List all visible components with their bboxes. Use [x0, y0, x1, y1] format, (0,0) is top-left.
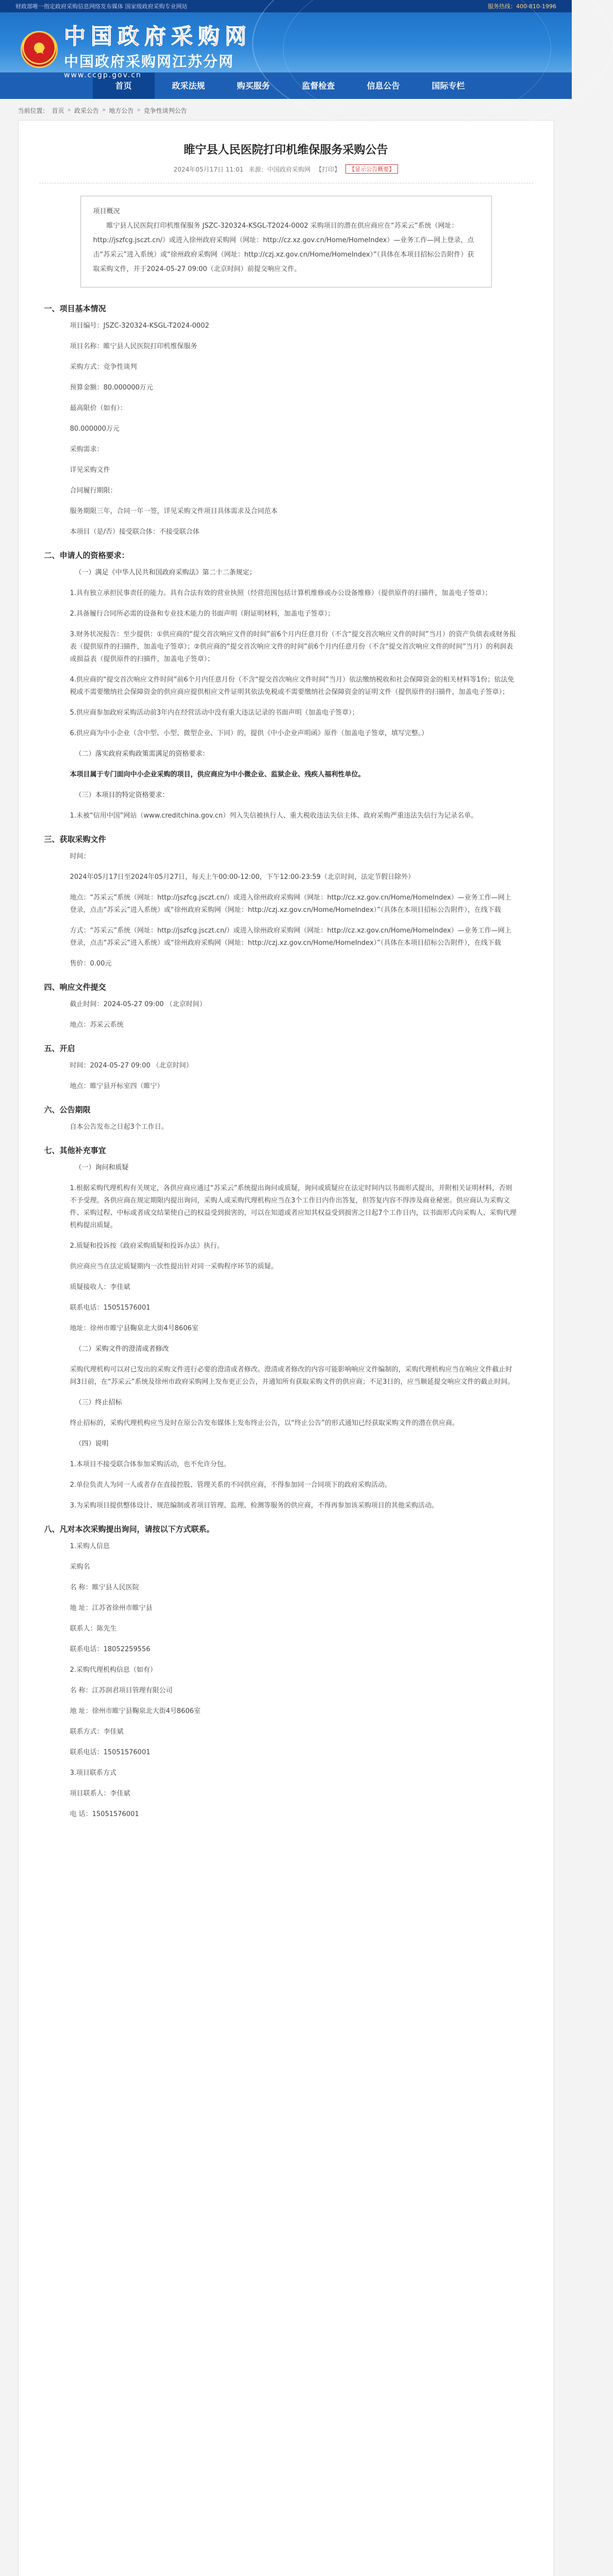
section-line: 采购方式：竞争性谈判: [70, 363, 137, 371]
nav-notices[interactable]: 信息公告: [367, 81, 400, 91]
notice-section: [39, 303, 533, 538]
section-line: 2024年05月17日至2024年05月27日，每天上午00:00-12:00，下午12:00-23:59（北京时间，法定节假日除外）: [70, 873, 415, 881]
logo-subtitle: 中国政府采购网江苏分网: [64, 53, 235, 70]
notice-section: [39, 1523, 533, 1821]
nav-supervision[interactable]: 监督检查: [302, 81, 335, 91]
show-summary-button[interactable]: 【显示公告概要】: [345, 164, 398, 174]
article-container: [18, 120, 554, 2576]
section-line: （三）终止招标: [75, 1399, 122, 1406]
section-line: 联系电话：15051576001: [70, 1749, 151, 1756]
section-heading: 三、获取采购文件: [44, 835, 106, 844]
section-line: 采购名: [70, 1563, 90, 1571]
section-heading: 六、公告期限: [44, 1105, 91, 1114]
section-line: 预算金额：80.000000万元: [70, 384, 153, 392]
summary-heading: 项目概况: [93, 208, 120, 215]
nav-international[interactable]: 国际专栏: [432, 81, 465, 91]
section-line: 地点：睢宁县开标室四（睢宁）: [70, 1082, 164, 1090]
breadcrumb-separator: »: [67, 106, 71, 113]
section-line: 质疑接收人：李佳斌: [70, 1283, 130, 1291]
notice-section: [39, 550, 533, 822]
section-line: 2.质疑和投诉按《政府采购质疑和投诉办法》执行。: [70, 1242, 224, 1250]
section-line: 详见采购文件: [70, 466, 110, 474]
section-line: 4.供应商的“提交首次响应文件时间”前6个月内任意月份（不含“提交首次响应文件时间”当月）依法缴纳税收和社会保障资金的相关材料等1份；依法免税或不需要缴纳社会保障资金的供应商应提供相应文件证明其依法免税或不需要缴纳社会保障资金的证明文件（提供原件的扫描件，加盖电子签章）；: [70, 676, 515, 696]
section-line: 地 址：徐州市睢宁县鞠泉北大街4号8606室: [70, 1707, 201, 1715]
section-line: 2.采购代理机构信息（如有）: [70, 1666, 157, 1674]
section-line: 联系人：陈先生: [70, 1625, 117, 1633]
section-line: 电 话：15051576001: [70, 1810, 139, 1818]
section-line: 6.供应商为中小企业（含中型、小型、微型企业、下同）的，提供《中小企业声明函》原件（加盖电子签章，填写完整。）: [70, 730, 428, 737]
section-line: 项目名称：睢宁县人民医院打印机维保服务: [70, 343, 197, 350]
site-header: [0, 12, 572, 79]
section-line: 80.000000万元: [70, 425, 120, 433]
section-heading: 七、其他补充事宜: [44, 1146, 106, 1155]
nav-regulations[interactable]: 政采法规: [172, 81, 205, 91]
section-heading: 一、项目基本情况: [44, 304, 106, 313]
section-line: 地 址：江苏省徐州市睢宁县: [70, 1604, 153, 1612]
section-heading: 八、凡对本次采购提出询问，请按以下方式联系。: [44, 1524, 214, 1534]
notice-section: [39, 981, 533, 1031]
section-line: 1.根据采购代理机构有关规定，各供应商应通过“苏采云”系统提出询问或质疑，询问或质疑应在法定时间内以书面形式提出，并附相关证明材料，否则不予受理。各供应商在规定期限内提出询问，采购人或采购代理机构应当在3个工作日内作出答复，但答复内容不得涉及商业秘密。供应商认为采购文件、采购过程、中标或者成交结果使自己的权益受到损害的，可以在知道或者应知其权益受到损害之日起7个工作日内，以书面形式向采购人、采购代理机构提出质疑。: [70, 1184, 517, 1229]
section-line: 最高限价（如有）：: [70, 404, 127, 412]
section-line: 1.本项目不接受联合体参加采购活动，也不允许分包。: [70, 1461, 230, 1468]
section-line: 售价：0.00元: [70, 960, 112, 968]
section-line: 自本公告发布之日起3个工作日。: [70, 1123, 168, 1131]
section-line: 联系电话：15051576001: [70, 1304, 151, 1312]
logo-title: 中国政府采购网: [64, 24, 252, 49]
section-line: 地点：“苏采云”系统（网址：http://jszfcg.jsczt.cn/）或进入徐州政府采购网（网址：http://cz.xz.gov.cn/Home/HomeIndex）—业务工作—网上登录，点击“苏采云”进入系统）或“徐州政府采购网（网址：http://czj.xz.gov.cn/Home/HomeIndex）”（具体在本项目招标公告附件），在线下载: [70, 894, 511, 914]
notice-section: [39, 1145, 533, 1512]
section-line: 采购需求：: [70, 446, 104, 453]
section-line: 地址：徐州市睢宁县鞠泉北大街4号8606室: [70, 1325, 198, 1332]
breadcrumb-label: 当前位置：: [18, 107, 49, 114]
publish-time: 2024年05月17日 11:01: [173, 165, 244, 173]
section-line: 采购代理机构可以对已发出的采购文件进行必要的澄清或者修改。澄清或者修改的内容可能影响响应文件编制的，采购代理机构应当在响应文件截止时间3日前，在“苏采云”系统及徐州市政府采购网上发布更正公告，并通知所有获取采购文件的供应商；不足3日的，应当顺延提交响应文件的截止时间。: [70, 1366, 515, 1386]
section-line: 1.采购人信息: [70, 1543, 110, 1550]
topbar-slogan: 财政部唯一指定政府采购信息网络发布媒体 国家级政府采购专业网站: [15, 3, 188, 10]
nav-services[interactable]: 购买服务: [237, 81, 270, 91]
notice-section: [39, 1104, 533, 1133]
project-summary-box: [80, 196, 492, 287]
article-meta: [39, 164, 533, 174]
section-line: 本项目属于专门面向中小企业采购的项目，供应商应为中小微企业、监狱企业、残疾人福利性单位。: [70, 771, 365, 778]
section-line: （一）满足《中华人民共和国政府采购法》第二十二条规定；: [75, 569, 256, 577]
section-line: 联系方式：李佳斌: [70, 1728, 124, 1736]
nav-home[interactable]: 首页: [93, 73, 155, 99]
section-line: 项目编号：JSZC-320324-KSGL-T2024-0002: [70, 322, 209, 330]
section-line: 截止时间：2024-05-27 09:00 （北京时间）: [70, 1001, 206, 1008]
section-line: （二）采购文件的澄清或者修改: [75, 1345, 169, 1353]
section-line: 1.未被“信用中国”网站（www.creditchina.gov.cn）列入失信被执行人、重大税收违法失信主体、政府采购严重违法失信行为记录名单。: [70, 812, 478, 820]
site-logo[interactable]: [21, 20, 252, 79]
section-line: （一）询问和质疑: [75, 1164, 129, 1172]
breadcrumb-notices[interactable]: 政采公告: [74, 107, 99, 114]
section-heading: 五、开启: [44, 1044, 75, 1053]
section-line: 名 称：江苏润君项目管理有限公司: [70, 1687, 173, 1694]
section-line: （三）本项目的特定资格要求：: [75, 791, 169, 799]
breadcrumb-home[interactable]: 首页: [52, 107, 64, 114]
section-line: 合同履行期限：: [70, 487, 117, 495]
national-emblem-icon: [21, 31, 58, 68]
section-line: 3.财务状况报告：至少提供：①供应商的“提交首次响应文件的时间”前6个月内任意月份（不含“提交首次响应文件的时间”当月）的资产负债表或财务报表（提供原件的扫描件，加盖电子签章）；②供应商的“提交首次响应文件的时间”前6个月内任意月份（不含“提交首次响应文件的时间”当月）的利润表或损益表（提供原件的扫描件，加盖电子签章）；: [70, 631, 516, 663]
section-line: 时间：: [70, 853, 90, 860]
section-line: 终止招标的，采购代理机构应当及时在原公告发布媒体上发布终止公告，以“终止公告”的形式通知已经获取采购文件的潜在供应商。: [70, 1419, 459, 1427]
section-heading: 四、响应文件提交: [44, 982, 106, 992]
section-line: 时间：2024-05-27 09:00 （北京时间）: [70, 1062, 193, 1070]
hotline: 服务热线：400-810-1996: [488, 3, 556, 10]
section-line: 名 称：睢宁县人民医院: [70, 1584, 139, 1591]
section-line: 项目联系人：李佳斌: [70, 1790, 130, 1798]
section-line: 1.具有独立承担民事责任的能力。具有合法有效的营业执照（经营范围包括计算机维修或办公设备维修）（提供原件的扫描件，加盖电子签章）；: [70, 589, 492, 597]
breadcrumb-separator: »: [137, 106, 141, 113]
section-line: 服务期限三年，合同一年一签，详见采购文件项目具体需求及合同范本: [70, 507, 278, 515]
logo-url: www.ccgp.gov.cn: [64, 71, 142, 79]
summary-text: 睢宁县人民医院打印机维保服务 JSZC-320324-KSGL-T2024-0002 采购项目的潜在供应商应在“苏采云”系统（网址：http://jszfcg.jsczt.cn/）或进入徐州政府采购网（网址：http://cz.xz.gov.cn/Home/HomeIndex）—业务工作—网上登录，点击“苏采云”进入系统）或“徐州政府采购网（网址：http://czj.xz.gov.cn/Home/HomeIndex）”（具体在本项目招标公告附件）获取采购文件，并于2024-05-27 09:00（北京时间）前提交响应文件。: [93, 222, 474, 273]
notice-section: [39, 1043, 533, 1093]
section-heading: 二、申请人的资格要求：: [44, 551, 129, 560]
section-line: 2.具备履行合同所必需的设备和专业技术能力的书面声明（附证明材料，加盖电子签章）；: [70, 610, 335, 618]
section-line: （四）说明: [75, 1440, 109, 1448]
section-line: 2.单位负责人为同一人或者存在直接控股、管理关系的不同供应商，不得参加同一合同项下的政府采购活动。: [70, 1481, 391, 1489]
page-title: 睢宁县人民医院打印机维保服务采购公告: [184, 144, 388, 157]
section-line: 供应商应当在法定质疑期内一次性提出针对同一采购程序环节的质疑。: [70, 1263, 278, 1270]
section-line: 5.供应商参加政府采购活动前3年内在经营活动中没有重大违法记录的书面声明（加盖电子签章）；: [70, 709, 359, 717]
print-link[interactable]: 【打印】: [316, 165, 341, 173]
section-line: （二）落实政府采购政策需满足的资格要求：: [75, 750, 209, 758]
breadcrumb-current[interactable]: 竞争性谈判公告: [143, 107, 187, 114]
section-line: 地点：苏采云系统: [70, 1021, 124, 1029]
notice-section: [39, 834, 533, 970]
section-line: 本项目（是/否）接受联合体：不接受联合体: [70, 528, 200, 536]
breadcrumb-separator: »: [102, 106, 106, 113]
breadcrumb-local[interactable]: 地方公告: [109, 107, 134, 114]
section-line: 3.为采购项目提供整体设计、规范编制或者项目管理、监理、检测等服务的供应商，不得再参加该采购项目的其他采购活动。: [70, 1502, 438, 1510]
section-line: 联系电话：18052259556: [70, 1646, 151, 1653]
section-line: 方式：“苏采云”系统（网址：http://jszfcg.jsczt.cn/）或进入徐州政府采购网（网址：http://cz.xz.gov.cn/Home/HomeIndex）—业务工作—网上登录，点击“苏采云”进入系统）或“徐州政府采购网（网址：http://czj.xz.gov.cn/Home/HomeIndex）”（具体在本项目招标公告附件），在线下载: [70, 927, 511, 947]
source-label: 来源：中国政府采购网: [248, 165, 311, 173]
section-line: 3.项目联系方式: [70, 1769, 117, 1777]
